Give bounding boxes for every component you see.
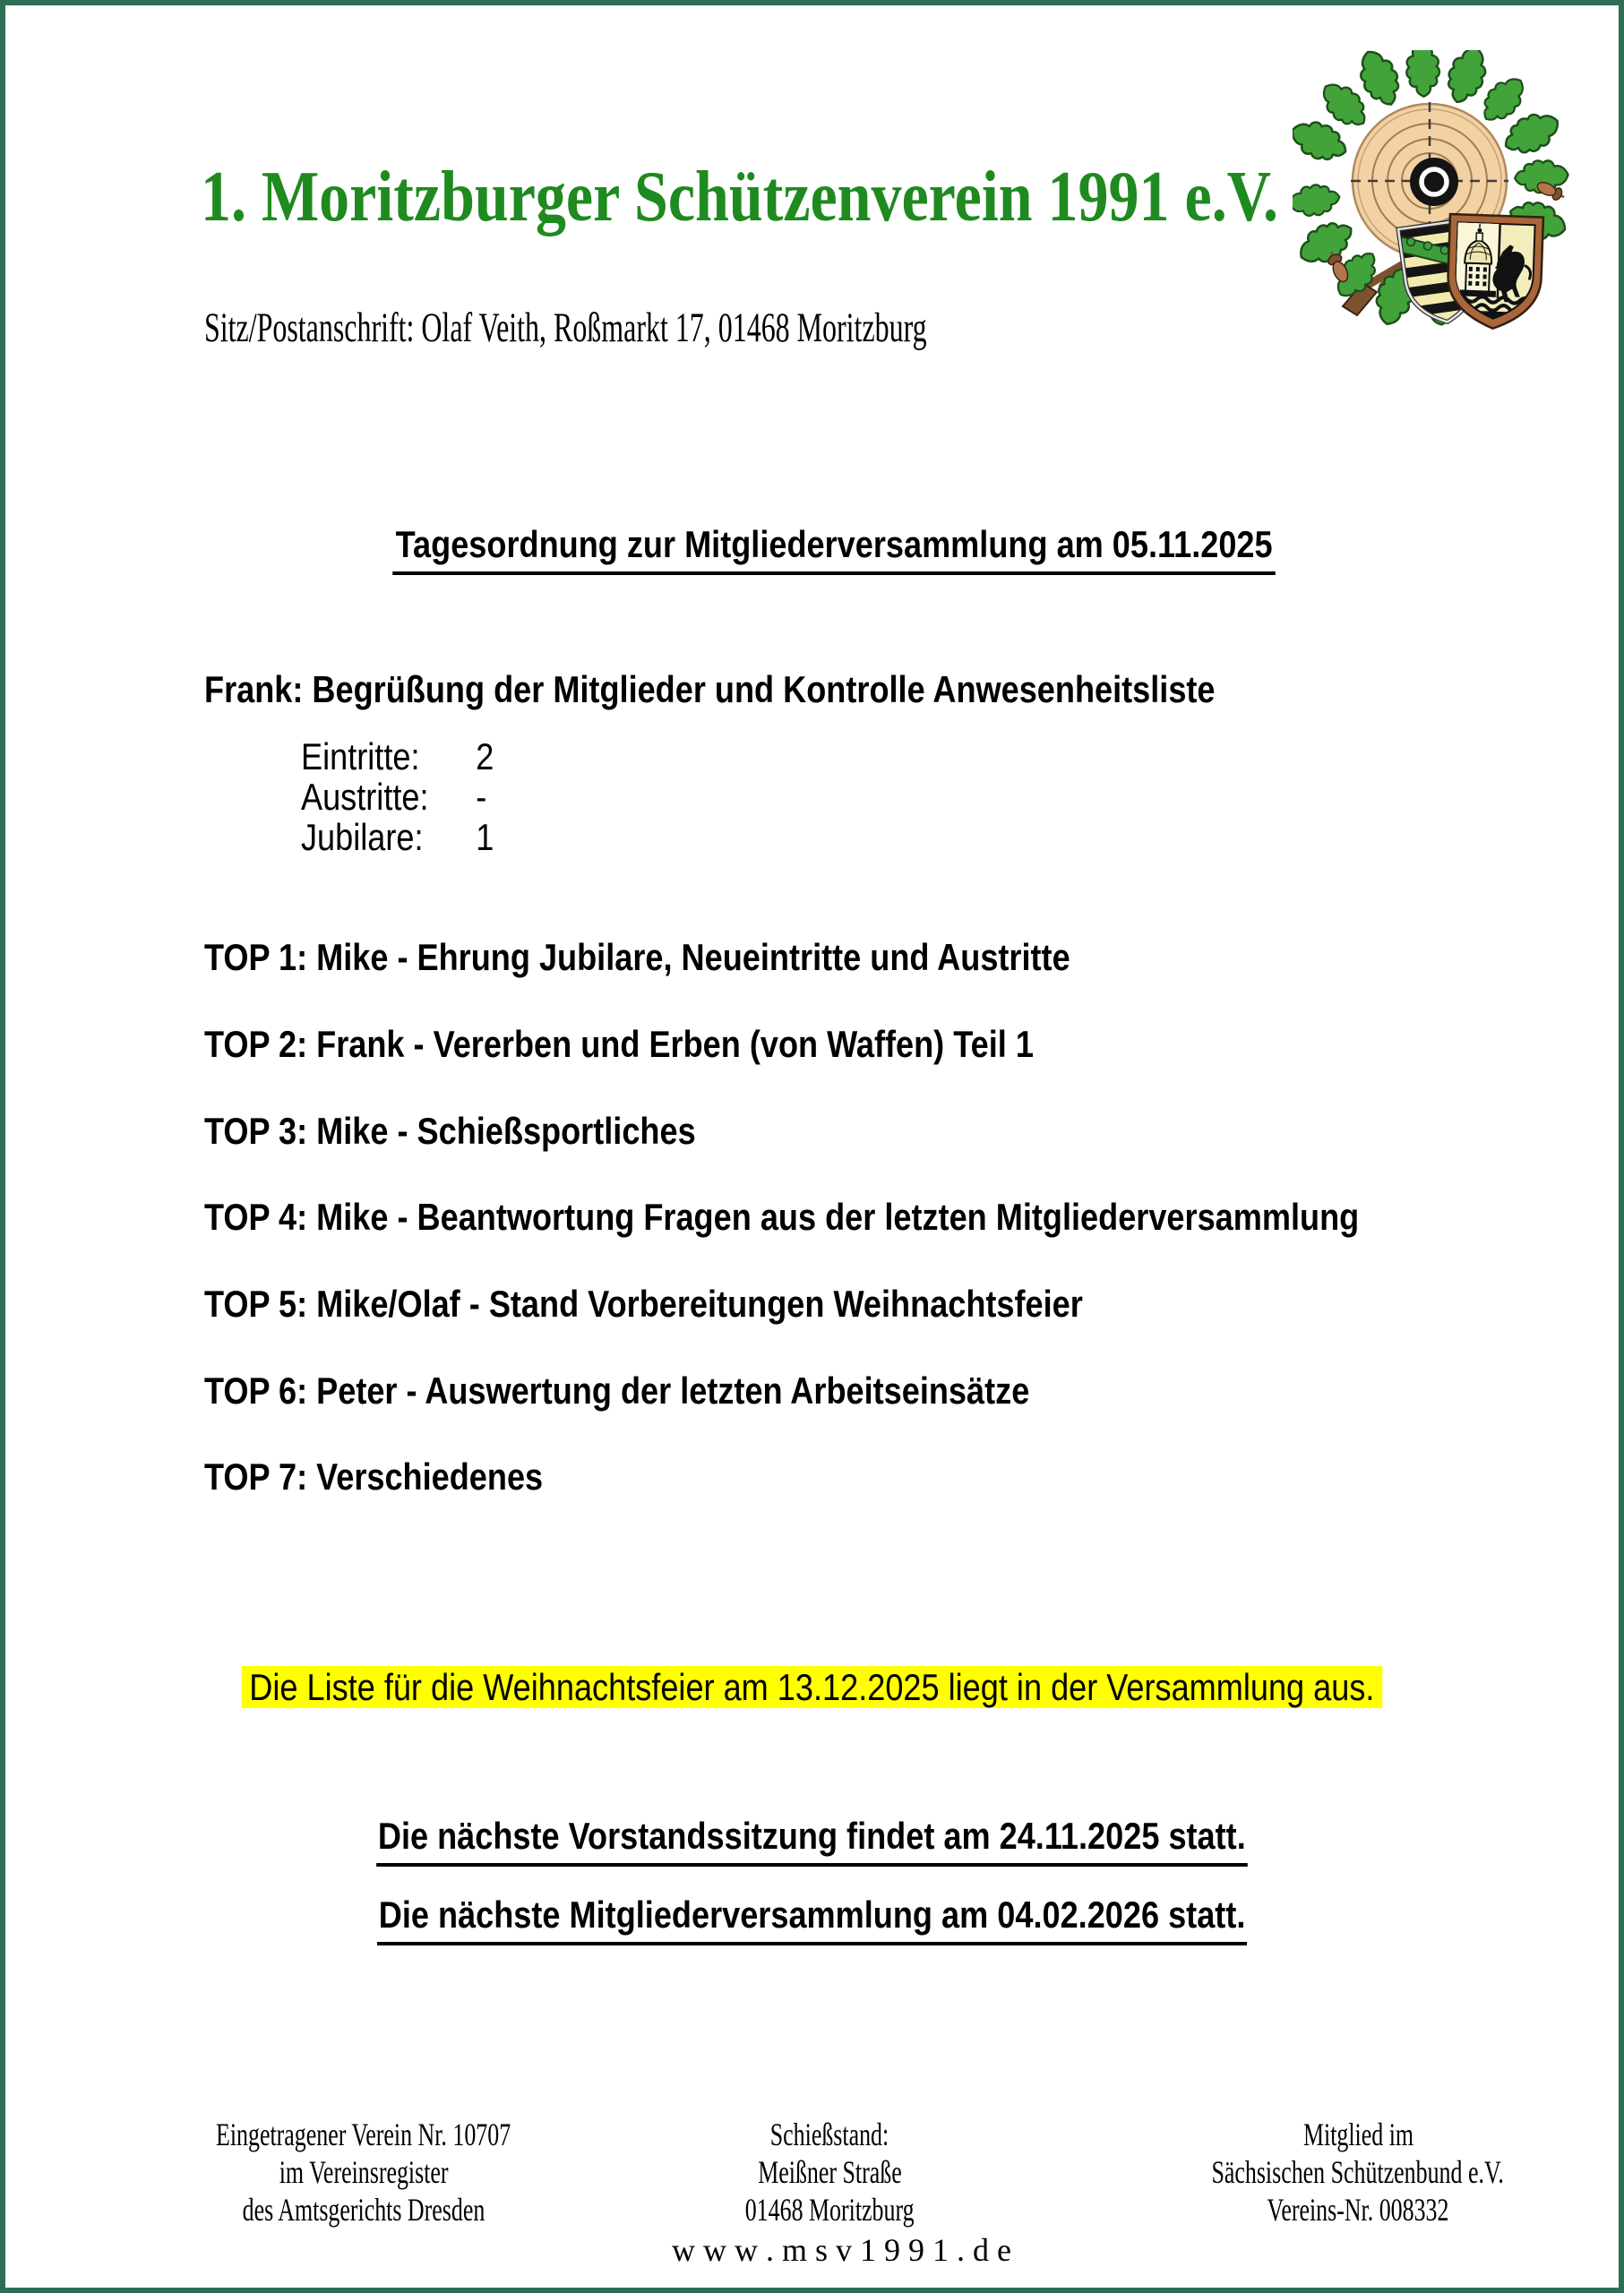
agenda-item-3: TOP 3: Mike - Schießsportliches <box>204 1110 696 1152</box>
club-title-text: 1. Moritzburger Schützenverein 1991 e.V. <box>201 158 1279 236</box>
stat-row-jubilare <box>301 816 525 858</box>
footer-range-block: Schießstand: Meißner Straße 01468 Moritzburg <box>744 2117 915 2228</box>
club-emblem-image <box>1293 50 1597 355</box>
website-text: w w w . m s v 1 9 9 1 . d e <box>672 2232 1011 2268</box>
highlight-notice-text: Die Liste für die Weihnachtsfeier am 13.12.2025 liegt in der Versammlung aus. <box>242 1666 1382 1708</box>
moritzburg-shield-icon <box>1446 214 1543 339</box>
club-address: Sitz/Postanschrift: Olaf Veith, Roßmarkt 17, 01468 Moritzburg <box>204 305 927 351</box>
highlight-notice <box>5 1668 1619 1707</box>
agenda-item-2: TOP 2: Frank - Vererben und Erben (von Waffen) Teil 1 <box>204 1023 1034 1065</box>
page-title <box>201 158 1468 236</box>
announcement-board-meeting: Die nächste Vorstandssitzung findet am 24.11.2025 statt. <box>5 1817 1619 1855</box>
agenda-item-6: TOP 6: Peter - Auswertung der letzten Arbeitseinsätze <box>204 1370 1030 1412</box>
stat-value: 2 <box>476 735 494 777</box>
agenda-item-1: TOP 1: Mike - Ehrung Jubilare, Neueintritte und Austritte <box>204 936 1070 978</box>
announcement-members-meeting: Die nächste Mitgliederversammlung am 04.02.2026 statt. <box>5 1896 1619 1934</box>
stat-label: Jubilare: <box>301 816 424 858</box>
stat-value: - <box>476 776 487 818</box>
agenda-item-7: TOP 7: Verschiedenes <box>204 1456 544 1498</box>
stat-value: 1 <box>476 816 494 858</box>
stat-row-eintritte <box>301 735 525 777</box>
agenda-item-4: TOP 4: Mike - Beantwortung Fragen aus der letzten Mitgliederversammlung <box>204 1196 1360 1238</box>
footer-register-block: Eingetragener Verein Nr. 10707 im Vereinsregister des Amtsgerichts Dresden <box>216 2117 511 2228</box>
stat-label: Austritte: <box>301 776 429 818</box>
agenda-item-5: TOP 5: Mike/Olaf - Stand Vorbereitungen Weihnachtsfeier <box>204 1283 1083 1325</box>
footer-membership-block: Mitglied im Sächsischen Schützenbund e.V. Vereins-Nr. 008332 <box>1211 2117 1505 2228</box>
stat-row-austritte <box>301 778 517 816</box>
agenda-heading: Tagesordnung zur Mitgliederversammlung am 05.11.2025 <box>50 526 1619 563</box>
stat-label: Eintritte: <box>301 735 420 777</box>
club-logo <box>1293 50 1597 355</box>
welcome-line: Frank: Begrüßung der Mitglieder und Kontrolle Anwesenheitsliste <box>204 668 1216 710</box>
